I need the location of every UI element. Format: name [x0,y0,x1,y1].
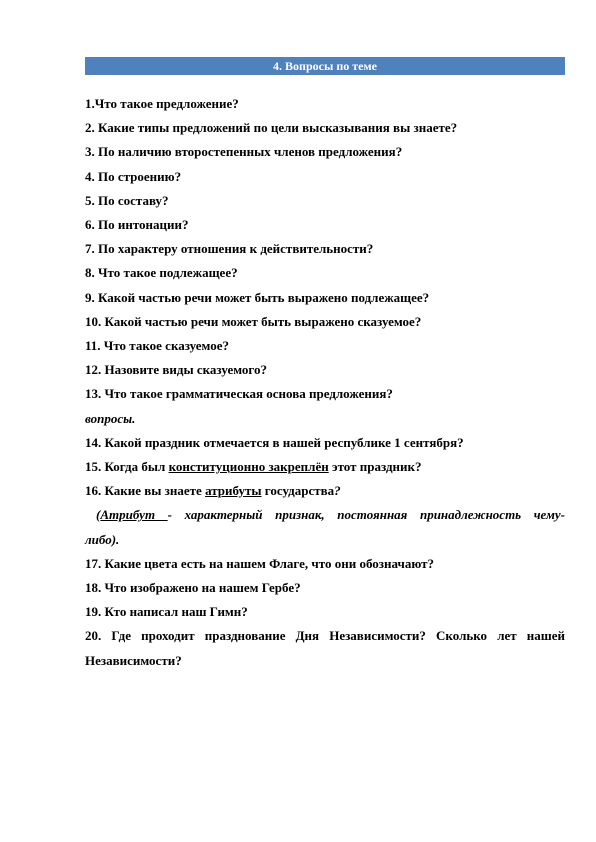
questions-list [85,92,565,673]
question-16 [85,479,565,503]
question-15-underlined: конституционно закреплён [168,459,329,475]
question-17: 17. Какие цвета есть на нашем Флаге, что они обозначают? [85,555,434,571]
question-16-start: 16. Какие вы знаете [85,483,206,499]
definition-line-2: либо). [85,531,120,547]
question-15 [85,455,565,479]
definition-open: ( [96,507,101,523]
question-7: 7. По характеру отношения к действительности? [85,241,374,257]
question-16-end: государства [261,483,335,499]
question-13: 13. Что такое грамматическая основа предложения? [85,386,393,402]
question-16-mark: ? [334,483,341,499]
section-title-bar [85,57,565,75]
definition-term: Атрибут [100,507,168,523]
question-15-end: этот праздник? [328,459,422,475]
question-11: 11. Что такое сказуемое? [85,338,230,354]
question-18: 18. Что изображено на нашем Гербе? [85,580,301,596]
subheading: вопросы. [85,410,136,426]
question-15-start: 15. Когда был [85,459,169,475]
question-12: 12. Назовите виды сказуемого? [85,362,267,378]
question-20-line-2: Независимости? [85,652,182,668]
definition-text: - характерный признак, постоянная принадлежность чему- [167,507,565,523]
question-3: 3. По наличию второстепенных членов предложения? [85,144,403,160]
question-6: 6. По интонации? [85,217,189,233]
question-20-line-1: 20. Где проходит празднование Дня Независимости? Сколько лет нашей [85,628,565,644]
question-14: 14. Какой праздник отмечается в нашей республике 1 сентября? [85,434,464,450]
question-1: 1.Что такое предложение? [85,96,239,111]
question-9: 9. Какой частью речи может быть выражено подлежащее? [85,289,430,305]
section-title: 4. Вопросы по теме [273,59,377,73]
question-5: 5. По составу? [85,192,169,208]
question-4: 4. По строению? [85,168,182,184]
definition-line-1 [85,503,565,527]
question-2: 2. Какие типы предложений по цели высказывания вы знаете? [85,120,458,136]
question-19: 19. Кто написал наш Гимн? [85,604,248,620]
question-16-underlined: атрибуты [205,483,262,499]
question-10: 10. Какой частью речи может быть выражено сказуемое? [85,313,422,329]
question-8: 8. Что такое подлежащее? [85,265,238,281]
